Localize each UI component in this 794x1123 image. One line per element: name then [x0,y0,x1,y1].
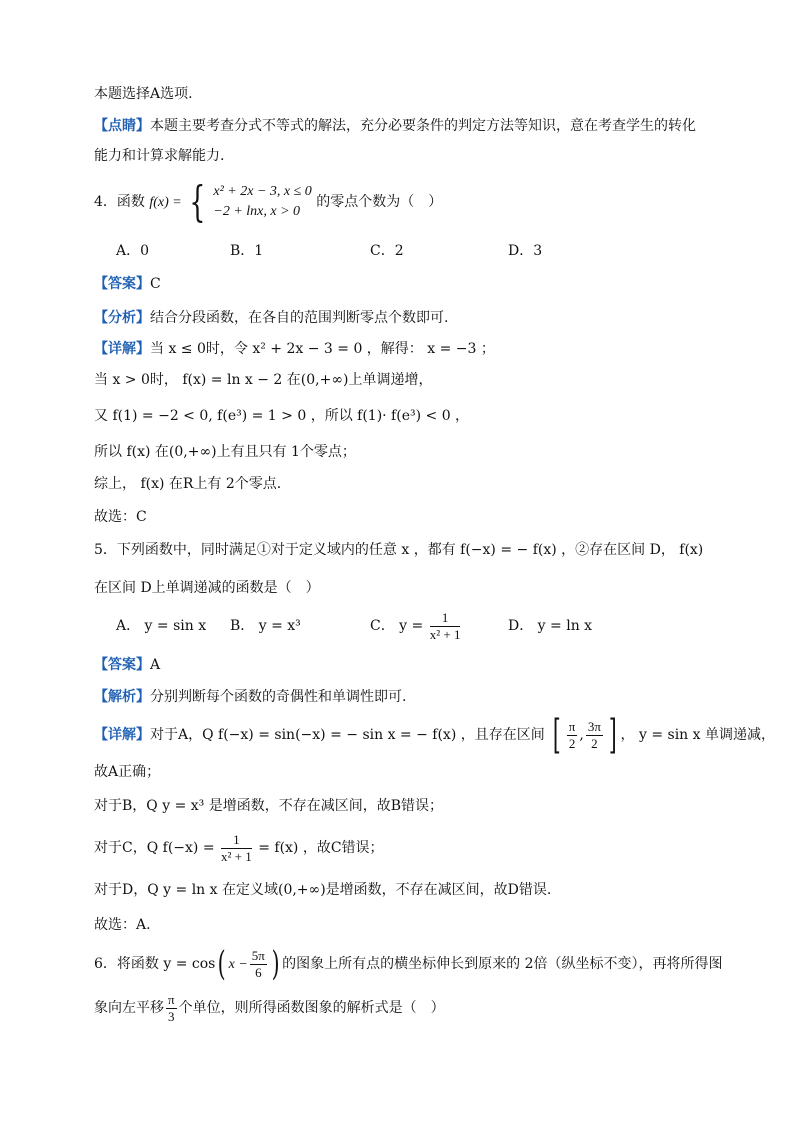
numerator: 1 [430,610,461,627]
detail-text-end: ， y = sin x 单调递减， [620,727,775,743]
question-6-stem-2 [94,988,445,1028]
detail-text: 当 x ≤ 0时，令 x² + 2x − 3 = 0 ，解得： x = −3 ； [150,341,495,357]
detail-line: 【详解】对于A，Q f(−x) = sin(−x) = − sin x = − f(x) ，且存在区间 [ $\frac{\pi}{2}$ , $\frac{3\pi}{2}$ ] ， y = sin x 单调递减， [94,712,775,758]
detail-line: 当 x > 0时， f(x) = ln x − 2 在(0,+∞)上单调递增， [94,372,433,388]
answer-value: A [150,657,161,673]
answer-tag: 【答案】 [94,657,150,673]
detail-tag: 【详解】 [94,727,150,743]
detail-line: 故选：A. [94,917,151,933]
denominator: 2 [568,735,576,751]
analysis-tag: 【解析】 [94,689,150,705]
detail-line: 对于B，Q y = x³ 是增函数，不存在减区间，故B错误； [94,798,444,814]
piecewise-brace: { [189,177,206,226]
question-6-prefix: 6．将函数 y = cos [94,956,216,972]
answer-line [94,655,160,675]
piecewise-cases [213,182,311,222]
detail-text: 对于C，Q f(−x) = [94,840,215,856]
fraction [567,719,578,752]
option-c-prefix: C． y = [370,618,424,634]
numerator: π [168,991,175,1007]
option-c: C．2 [370,243,404,259]
option-b: B． y = x³ [230,618,301,634]
analysis-text: 分别判断每个函数的奇偶性和单调性即可. [150,689,407,705]
function-name: f(x) = [149,195,182,210]
text-line: 能力和计算求解能力. [94,148,225,164]
detail-tag: 【详解】 [94,341,150,357]
dianjing-tag: 【点睛】 [94,118,150,134]
paren-open: ( [218,944,226,984]
bracket-open: [ [553,712,561,758]
numerator: π [568,718,576,734]
answer-tag: 【答案】 [94,276,150,292]
detail-text: 对于A，Q f(−x) = sin(−x) = − sin x = − f(x) ，且存在区间 [150,727,545,743]
denominator: 6 [255,964,262,980]
detail-line [94,339,495,359]
answer-line [94,274,161,294]
analysis-line [94,308,448,328]
detail-line: 综上， f(x) 在R上有 2个零点. [94,476,282,492]
detail-line: 所以 f(x) 在(0,+∞)上有且只有 1个零点； [94,444,356,460]
numerator: 5π [251,947,265,963]
piece-2: −2 + lnx, x > 0 [213,204,301,219]
question-4-suffix: 的零点个数为（ ） [316,194,443,210]
fraction [430,610,461,643]
denominator: x² + 1 [429,626,461,642]
text-line: 本题选择A选项. [94,86,193,102]
fraction [586,719,603,752]
dianjing-text: 本题主要考查分式不等式的解法，充分必要条件的判定方法等知识，意在考查学生的转化 [150,118,696,134]
option-d: D．3 [508,243,543,259]
option-c [370,606,462,646]
option-b: B．1 [230,243,264,259]
question-5-stem-1: 5．下列函数中，同时满足①对于定义域内的任意 x ，都有 f(−x) = − f(x) ，②存在区间 D， f(x) [94,542,704,558]
question-6-text-end: 个单位，则所得函数图象的解析式是（ ） [178,1000,445,1016]
expression: x − [228,957,248,972]
option-d: D． y = ln x [508,618,593,634]
denominator: 3 [168,1008,175,1024]
detail-line: 又 f(1) = −2 < 0, f(e³) = 1 > 0 ，所以 f(1)· f(e³) < 0 ， [94,408,470,424]
detail-line: 故A正确； [94,764,161,780]
question-6-text: 象向左平移 [94,1000,164,1016]
fraction [166,992,177,1025]
fraction [221,832,252,865]
fraction [250,948,267,981]
numerator: 3π [587,718,601,734]
question-6-text: 的图象上所有点的横坐标伸长到原来的 2倍（纵坐标不变），再将所得图 [282,956,723,972]
denominator: 2 [591,735,598,751]
bracket-close: ] [608,712,617,758]
analysis-text: 结合分段函数，在各自的范围判断零点个数即可. [150,310,449,326]
paren-close: ) [271,944,280,984]
detail-line [94,828,384,868]
detail-line: 故选：C [94,509,147,525]
question-4-stem [94,177,443,226]
detail-text-end: = f(x) ，故C错误； [258,840,384,856]
option-a: A．0 [116,243,150,259]
piece-1: x² + 2x − 3, x ≤ 0 [213,184,312,199]
numerator: 1 [221,832,252,849]
analysis-tag: 【分析】 [94,310,150,326]
analysis-line [94,687,406,707]
question-6-stem-1 [94,942,723,987]
answer-value: C [150,276,161,292]
question-5-stem-2: 在区间 D上单调递减的函数是（ ） [94,580,320,596]
dianjing-line [94,116,696,136]
question-4-prefix: 4．函数 [94,194,145,210]
denominator: x² + 1 [221,848,252,864]
option-a: A． y = sin x [116,618,207,634]
detail-line: 对于D，Q y = ln x 在定义域(0,+∞)是增函数，不存在减区间，故D错误. [94,882,552,898]
